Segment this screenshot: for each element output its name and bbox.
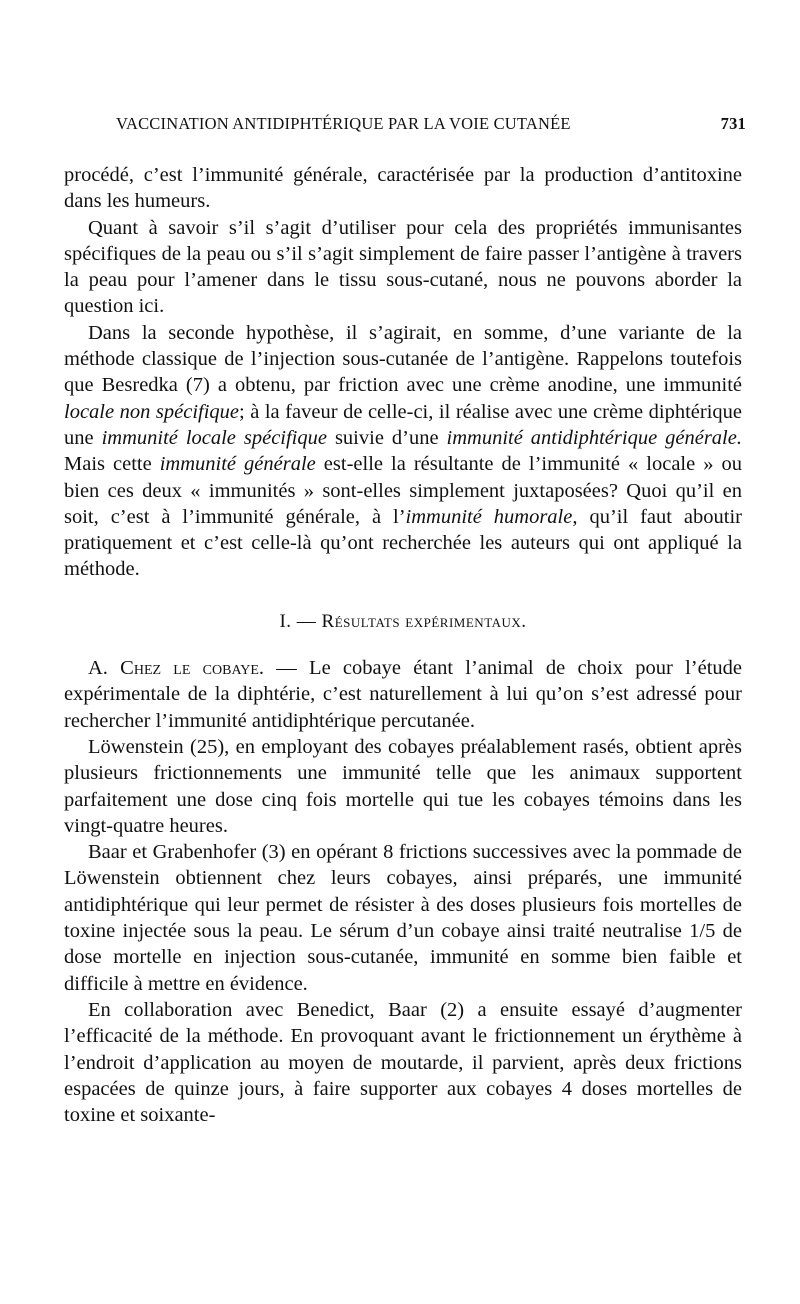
p3-italic-1: locale non spécifique	[64, 400, 240, 423]
paragraph-2: Quant à savoir s’il s’agit d’utiliser pour cela des propriétés immunisantes spécifiques de la peau ou s’il s’agit simplement de faire passer l’antigène à travers la peau pour l’amener dans le tissu sous-cutané, nous ne pouvons aborder la question ici.	[64, 216, 742, 318]
section-title: I. — Résultats expérimentaux.	[279, 610, 527, 632]
paragraph-3	[64, 320, 742, 583]
paragraph-7: En collaboration avec Benedict, Baar (2) a ensuite essayé d’augmenter l’efficacité de la méthode. En provoquant avant le frictionnement un érythème à l’endroit d’application au moyen de moutarde, il parvient, après deux frictions espacées de quinze jours, à faire supporter aux cobayes 4 doses mortelles de toxine et soixante-	[64, 998, 742, 1127]
p4-text: — Le cobaye étant l’animal de choix pour l’étude expérimentale de la diphtérie, c’est naturellement à lui qu’on s’est adressé pour rechercher l’immunité antidiphtérique percutanée.	[64, 657, 742, 732]
body-text	[64, 162, 742, 1128]
running-title: VACCINATION ANTIDIPHTÉRIQUE PAR LA VOIE CUTANÉE	[116, 114, 571, 133]
paragraph-5: Löwenstein (25), en employant des cobayes préalablement rasés, obtient après plusieurs frictionnements une immunité telle que les animaux supportent parfaitement une dose cinq fois mortelle qui tue les cobayes témoins dans les vingt-quatre heures.	[64, 735, 742, 837]
page-number: 731	[720, 114, 746, 133]
p3-text-3: suivie d’une	[326, 426, 447, 449]
p3-italic-2: immunité locale spécifique	[101, 426, 327, 449]
paragraph-6: Baar et Grabenhofer (3) en opérant 8 frictions successives avec la pommade de Löwenstein obtiennent chez leurs cobayes, ainsi préparés, une immunité antidiphtérique qui leur permet de résister à des doses plusieurs fois mortelles de toxine injectée sous la peau. Le sérum d’un cobaye ainsi traité neutralise 1/5 de dose mortelle en injection sous-cutanée, immunité en somme bien faible et difficile à mettre en évidence.	[64, 841, 742, 995]
p3-text-2: ; à la faveur de celle-ci, il réalise avec une crème diphtérique une	[64, 400, 743, 449]
p3-text-5: est-elle la résultante de l’immunité « locale » ou bien ces deux « immunités » sont-elles simplement juxtaposées? Quoi qu’il en soit, c’est à l’immunité générale, à l’	[64, 453, 743, 528]
p3-text-1: Dans la seconde hypothèse, il s’agirait, en somme, d’une variante de la méthode classique de l’injection sous-cutanée de l’antigène. Rappelons toutefois que Besredka (7) a obtenu, par friction avec une crème anodine, une immunité	[64, 321, 742, 397]
p3-italic-4: immunité générale	[159, 453, 316, 476]
subsection-label: A. Chez le cobaye.	[88, 657, 265, 680]
p3-text-6: , qu’il faut aboutir pratiquement et c’est celle-là qu’ont recherchée les auteurs qui ont appliqué la méthode.	[64, 505, 742, 581]
p3-italic-5: immunité humorale	[405, 505, 573, 528]
p3-italic-3: immunité antidiphtérique générale.	[446, 426, 742, 449]
p3-text-4: Mais cette	[64, 453, 160, 476]
paragraph-1: procédé, c’est l’immunité générale, caractérisée par la production d’antitoxine dans les humeurs.	[64, 164, 742, 213]
paragraph-4	[64, 655, 742, 734]
